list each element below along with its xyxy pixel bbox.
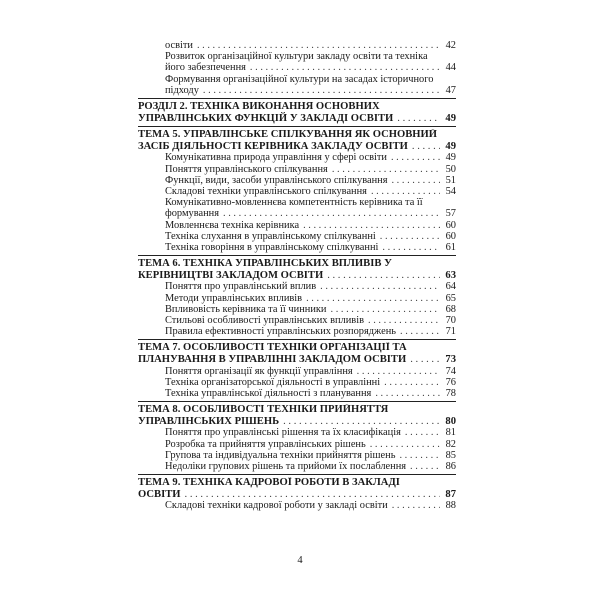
toc-entry-page: 65 xyxy=(440,293,456,304)
toc-entry-page: 42 xyxy=(440,40,456,51)
toc-entry-title: освіти xyxy=(165,40,193,51)
toc-entry-page: 76 xyxy=(440,377,456,388)
toc-entry xyxy=(138,186,456,197)
toc-entry-page: 82 xyxy=(440,439,456,450)
toc-entry-title: Методи управлінських впливів xyxy=(165,292,303,304)
toc-entry xyxy=(138,74,456,96)
toc-topic-title: ТЕМА 5. УПРАВЛІНСЬКЕ СПІЛКУВАННЯ ЯК ОСНОВНИЙ ЗАСІБ ДІЯЛЬНОСТІ КЕРІВНИКА ЗАКЛАДУ ОСВІТИ xyxy=(138,129,438,152)
toc-entry-page: 85 xyxy=(440,450,456,461)
toc-entry-page: 70 xyxy=(440,315,456,326)
toc-entry xyxy=(138,281,456,292)
toc-entry-page: 64 xyxy=(440,281,456,292)
toc-entry xyxy=(138,175,456,186)
toc-topic-heading xyxy=(138,477,456,500)
toc-entry-title: Складові техніки управлінського спілкування xyxy=(165,186,367,197)
toc-entry xyxy=(138,304,456,315)
toc-entry xyxy=(138,388,456,399)
toc-entry xyxy=(138,40,456,51)
section-divider xyxy=(138,474,456,475)
toc-entry-title: Поняття про управлінський вплив xyxy=(165,281,317,293)
toc-section-page: 49 xyxy=(440,113,456,125)
toc-entry-page: 60 xyxy=(440,220,456,231)
toc-entry-page: 81 xyxy=(440,427,456,438)
toc-entry-title: Техніка управлінської діяльності з планування xyxy=(165,388,372,400)
page-number: 4 xyxy=(297,555,303,566)
toc-entry xyxy=(138,366,456,377)
toc-entry xyxy=(138,164,456,175)
toc-entry-page: 86 xyxy=(440,461,456,472)
toc-entry xyxy=(138,293,456,304)
toc-entry-title: Техніка говоріння в управлінському спілкуванні xyxy=(165,242,379,254)
toc-entry-page: 71 xyxy=(440,326,456,337)
toc-entry-page: 54 xyxy=(440,186,456,197)
toc-topic-page: 87 xyxy=(440,489,456,501)
toc-entry xyxy=(138,242,456,253)
toc-entry xyxy=(138,220,456,231)
toc-entry-title: Групова та індивідуальна техніки прийняття рішень xyxy=(165,449,396,461)
toc-entry xyxy=(138,500,456,511)
toc-entry xyxy=(138,51,456,73)
toc-entry-title: Поняття організації як функції управління xyxy=(165,365,353,377)
toc-entry-title: Комунікативно-мовленнєва компетентність керівника та її формування xyxy=(165,197,423,220)
toc-entry-page: 57 xyxy=(440,208,456,219)
toc-entry-page: 60 xyxy=(440,231,456,242)
toc-entry-title: Поняття про управлінські рішення та їх класифікація xyxy=(165,427,401,439)
toc-topic-heading xyxy=(138,129,456,152)
toc-topic-heading xyxy=(138,342,456,365)
toc-topic-page: 63 xyxy=(440,270,456,282)
toc-entry xyxy=(138,152,456,163)
toc-entry-title: Розробка та прийняття управлінських рішень xyxy=(165,438,366,450)
toc-entry xyxy=(138,231,456,242)
toc-entry-page: 78 xyxy=(440,388,456,399)
toc-entry-page: 61 xyxy=(440,242,456,253)
section-divider xyxy=(138,255,456,256)
toc-entry-page: 88 xyxy=(440,500,456,511)
toc-entry-page: 49 xyxy=(440,152,456,163)
section-divider xyxy=(138,401,456,402)
toc-entry xyxy=(138,326,456,337)
toc-topic-heading xyxy=(138,404,456,427)
toc-section-heading xyxy=(138,101,456,124)
toc-topic-page: 80 xyxy=(440,416,456,428)
toc-entry xyxy=(138,315,456,326)
section-divider xyxy=(138,339,456,340)
toc-section-title: РОЗДІЛ 2. ТЕХНІКА ВИКОНАННЯ ОСНОВНИХ УПРАВЛІНСЬКИХ ФУНКЦІЙ У ЗАКЛАДІ ОСВІТИ xyxy=(138,101,394,124)
section-divider xyxy=(138,98,456,99)
toc-entry-page: 47 xyxy=(440,85,456,96)
toc-entry-title: Поняття управлінського спілкування xyxy=(165,163,328,175)
toc-topic-title: ТЕМА 7. ОСОБЛИВОСТІ ТЕХНІКИ ОРГАНІЗАЦІЇ ТА ПЛАНУВАННЯ В УПРАВЛІННІ ЗАКЛАДОМ ОСВІТИ xyxy=(138,342,407,366)
toc-entry xyxy=(138,197,456,219)
toc-entry-page: 51 xyxy=(440,175,456,186)
toc-entry-title: Техніка організаторської діяльності в управлінні xyxy=(165,376,381,388)
toc-entry-title: Техніка слухання в управлінському спілкуванні xyxy=(165,230,376,242)
toc-entry xyxy=(138,427,456,438)
toc-topic-heading xyxy=(138,258,456,281)
toc-entry xyxy=(138,439,456,450)
section-divider xyxy=(138,126,456,127)
toc-topic-page: 49 xyxy=(440,141,456,153)
table-of-contents xyxy=(138,40,456,512)
toc-entry-title: Формування організаційної культури на засадах історичного підходу xyxy=(165,73,434,96)
toc-entry-title: Функції, види, засоби управлінського спілкування xyxy=(165,174,388,186)
toc-entry xyxy=(138,377,456,388)
toc-entry-page: 44 xyxy=(440,62,456,73)
toc-entry-title: Впливовість керівника та її чинники xyxy=(165,303,327,315)
toc-entry-title: Недоліки групових рішень та прийоми їх послаблення xyxy=(165,461,407,473)
toc-entry-title: Мовленнєва техніка керівника xyxy=(165,219,300,231)
toc-entry-title: Правила ефективності управлінських розпоряджень xyxy=(165,326,397,338)
toc-topic-title: ТЕМА 6. ТЕХНІКА УПРАВЛІНСЬКИХ ВПЛИВІВ У КЕРІВНИЦТВІ ЗАКЛАДОМ ОСВІТИ xyxy=(138,258,392,281)
toc-topic-page: 73 xyxy=(440,354,456,366)
toc-entry-title: Комунікативна природа управління у сфері освіти xyxy=(165,152,387,164)
toc-entry-page: 68 xyxy=(440,304,456,315)
toc-entry xyxy=(138,450,456,461)
toc-topic-title: ТЕМА 9. ТЕХНІКА КАДРОВОЇ РОБОТИ В ЗАКЛАДІ ОСВІТИ xyxy=(138,477,400,500)
toc-entry-page: 50 xyxy=(440,164,456,175)
toc-topic-title: ТЕМА 8. ОСОБЛИВОСТІ ТЕХНІКИ ПРИЙНЯТТЯ УПРАВЛІНСЬКИХ РІШЕНЬ xyxy=(138,404,389,427)
toc-entry-page: 74 xyxy=(440,366,456,377)
toc-entry xyxy=(138,461,456,472)
toc-entry-title: Розвиток організаційної культури закладу освіти та техніка його забезпечення xyxy=(165,51,428,74)
toc-entry-title: Стильові особливості управлінських впливів xyxy=(165,315,364,327)
toc-entry-title: Складові техніки кадрової роботи у закладі освіти xyxy=(165,500,388,512)
